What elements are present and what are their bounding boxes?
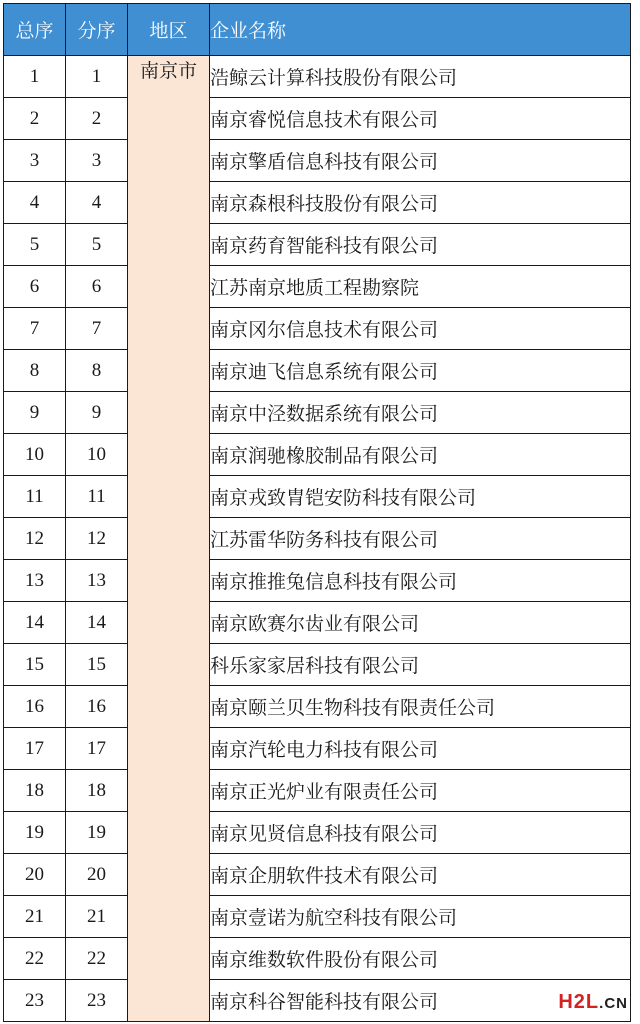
table-row: [4, 140, 631, 182]
sub-seq-cell: 16: [66, 686, 128, 728]
sub-seq-cell: 11: [66, 476, 128, 518]
header-region: 地区: [128, 4, 210, 56]
header-total-seq: 总序: [4, 4, 66, 56]
total-seq-cell: 19: [4, 812, 66, 854]
table-row: [4, 224, 631, 266]
company-name-cell: 南京推推兔信息科技有限公司: [210, 560, 631, 602]
company-name-cell: 南京中泾数据系统有限公司: [210, 392, 631, 434]
company-name-cell: 南京见贤信息科技有限公司: [210, 812, 631, 854]
table-row: [4, 560, 631, 602]
table-row: [4, 182, 631, 224]
sub-seq-cell: 14: [66, 602, 128, 644]
table-row: [4, 98, 631, 140]
sub-seq-cell: 21: [66, 896, 128, 938]
company-name-cell: 南京欧赛尔齿业有限公司: [210, 602, 631, 644]
company-name-cell: 南京科谷智能科技有限公司: [210, 980, 631, 1022]
sub-seq-cell: 19: [66, 812, 128, 854]
header-row: [4, 4, 631, 56]
sub-seq-cell: 13: [66, 560, 128, 602]
total-seq-cell: 22: [4, 938, 66, 980]
table-row: [4, 854, 631, 896]
total-seq-cell: 13: [4, 560, 66, 602]
sub-seq-cell: 8: [66, 350, 128, 392]
company-name-cell: 江苏雷华防务科技有限公司: [210, 518, 631, 560]
company-name-cell: 南京润驰橡胶制品有限公司: [210, 434, 631, 476]
total-seq-cell: 15: [4, 644, 66, 686]
total-seq-cell: 17: [4, 728, 66, 770]
company-name-cell: 南京迪飞信息系统有限公司: [210, 350, 631, 392]
table-row: [4, 770, 631, 812]
table-row: [4, 896, 631, 938]
sub-seq-cell: 12: [66, 518, 128, 560]
company-name-cell: 江苏南京地质工程勘察院: [210, 266, 631, 308]
total-seq-cell: 16: [4, 686, 66, 728]
company-name-cell: 南京睿悦信息技术有限公司: [210, 98, 631, 140]
total-seq-cell: 3: [4, 140, 66, 182]
sub-seq-cell: 22: [66, 938, 128, 980]
sub-seq-cell: 10: [66, 434, 128, 476]
table-row: [4, 476, 631, 518]
company-name-cell: 浩鲸云计算科技股份有限公司: [210, 56, 631, 98]
table-body: [4, 56, 631, 1022]
sub-seq-cell: 17: [66, 728, 128, 770]
header-sub-seq: 分序: [66, 4, 128, 56]
sub-seq-cell: 23: [66, 980, 128, 1022]
table-row: [4, 938, 631, 980]
sub-seq-cell: 1: [66, 56, 128, 98]
table-row: [4, 308, 631, 350]
table-row: [4, 266, 631, 308]
company-name-cell: 南京正光炉业有限责任公司: [210, 770, 631, 812]
total-seq-cell: 5: [4, 224, 66, 266]
company-name-cell: 南京颐兰贝生物科技有限责任公司: [210, 686, 631, 728]
header-company-name: 企业名称: [210, 4, 631, 56]
total-seq-cell: 9: [4, 392, 66, 434]
table-row: [4, 812, 631, 854]
total-seq-cell: 21: [4, 896, 66, 938]
company-name-cell: 南京维数软件股份有限公司: [210, 938, 631, 980]
sub-seq-cell: 18: [66, 770, 128, 812]
company-name-cell: 南京戎致胄铠安防科技有限公司: [210, 476, 631, 518]
company-name-cell: 南京冈尔信息技术有限公司: [210, 308, 631, 350]
sub-seq-cell: 15: [66, 644, 128, 686]
company-name-cell: 南京擎盾信息科技有限公司: [210, 140, 631, 182]
sub-seq-cell: 5: [66, 224, 128, 266]
sub-seq-cell: 3: [66, 140, 128, 182]
total-seq-cell: 10: [4, 434, 66, 476]
table-row: [4, 728, 631, 770]
watermark-suffix: .CN: [599, 995, 628, 1012]
total-seq-cell: 6: [4, 266, 66, 308]
total-seq-cell: 12: [4, 518, 66, 560]
sub-seq-cell: 20: [66, 854, 128, 896]
table-row: [4, 518, 631, 560]
table-row: [4, 602, 631, 644]
total-seq-cell: 4: [4, 182, 66, 224]
total-seq-cell: 2: [4, 98, 66, 140]
table-row: [4, 686, 631, 728]
total-seq-cell: 20: [4, 854, 66, 896]
total-seq-cell: 1: [4, 56, 66, 98]
company-name-cell: 南京企朋软件技术有限公司: [210, 854, 631, 896]
company-table: [3, 3, 631, 1022]
sub-seq-cell: 6: [66, 266, 128, 308]
region-cell: 南京市: [128, 56, 210, 1022]
table-row: [4, 644, 631, 686]
total-seq-cell: 23: [4, 980, 66, 1022]
table-row: [4, 980, 631, 1022]
company-name-cell: 南京汽轮电力科技有限公司: [210, 728, 631, 770]
table-row: [4, 434, 631, 476]
site-watermark-logo: [558, 991, 628, 1014]
total-seq-cell: 8: [4, 350, 66, 392]
total-seq-cell: 14: [4, 602, 66, 644]
table-row: [4, 350, 631, 392]
total-seq-cell: 18: [4, 770, 66, 812]
total-seq-cell: 11: [4, 476, 66, 518]
company-name-cell: 南京药育智能科技有限公司: [210, 224, 631, 266]
company-name-cell: 南京森根科技股份有限公司: [210, 182, 631, 224]
watermark-main: H2L: [558, 991, 600, 1013]
sub-seq-cell: 4: [66, 182, 128, 224]
sub-seq-cell: 7: [66, 308, 128, 350]
sub-seq-cell: 2: [66, 98, 128, 140]
company-name-cell: 南京壹诺为航空科技有限公司: [210, 896, 631, 938]
company-name-cell: 科乐家家居科技有限公司: [210, 644, 631, 686]
sub-seq-cell: 9: [66, 392, 128, 434]
total-seq-cell: 7: [4, 308, 66, 350]
table-row: [4, 56, 631, 98]
table-row: [4, 392, 631, 434]
